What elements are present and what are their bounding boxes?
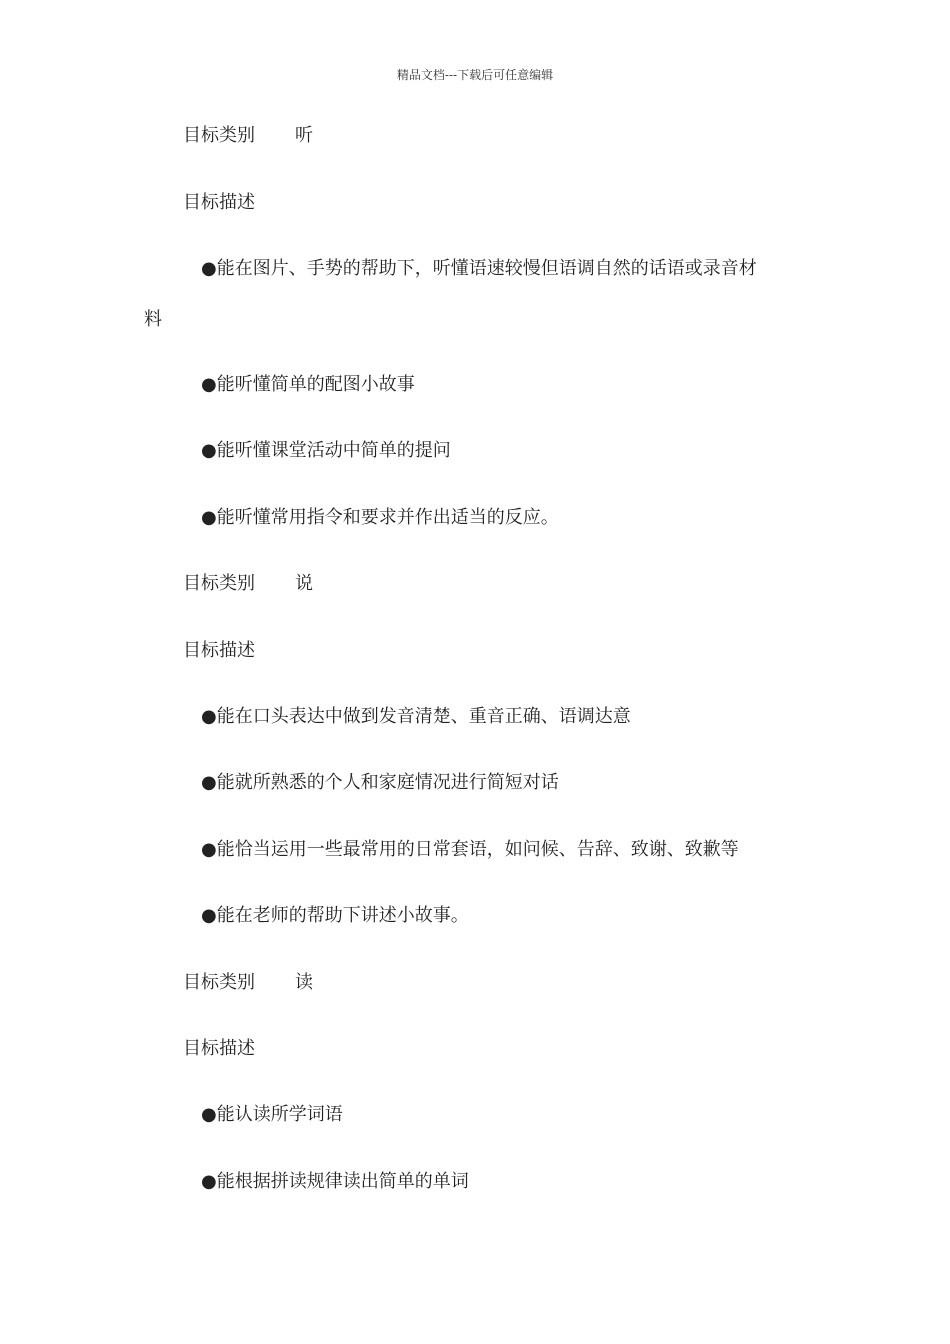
category-label: 目标类别 xyxy=(183,125,255,146)
description-label: 目标描述 xyxy=(183,640,255,661)
category-value: 读 xyxy=(295,972,313,993)
page-header: 精品文档---下载后可任意编辑 xyxy=(396,68,554,82)
description-label: 目标描述 xyxy=(183,192,255,213)
list-item: ●能在口头表达中做到发音清楚、重音正确、语调达意 xyxy=(201,706,631,727)
category-value: 听 xyxy=(295,125,313,146)
description-label: 目标描述 xyxy=(183,1038,255,1059)
category-label: 目标类别 xyxy=(183,972,255,993)
list-item: ●能听懂课堂活动中简单的提问 xyxy=(201,440,451,461)
list-item: ●能在老师的帮助下讲述小故事。 xyxy=(201,905,469,926)
list-item: ●能恰当运用一些最常用的日常套语，如问候、告辞、致谢、致歉等 xyxy=(201,839,739,860)
category-row-read xyxy=(183,972,313,994)
list-item: ●能就所熟悉的个人和家庭情况进行简短对话 xyxy=(201,772,559,793)
list-item-continuation: 料 xyxy=(144,309,162,330)
category-row-speak xyxy=(183,573,313,595)
category-label: 目标类别 xyxy=(183,573,255,594)
list-item: ●能听懂常用指令和要求并作出适当的反应。 xyxy=(201,507,559,528)
list-item: ●能在图片、手势的帮助下，听懂语速较慢但语调自然的话语或录音材 xyxy=(201,258,757,279)
category-row-listen xyxy=(183,125,313,147)
list-item: ●能根据拼读规律读出简单的单词 xyxy=(201,1171,469,1192)
list-item: ●能听懂简单的配图小故事 xyxy=(201,374,415,395)
category-value: 说 xyxy=(295,573,313,594)
list-item: ●能认读所学词语 xyxy=(201,1104,343,1125)
